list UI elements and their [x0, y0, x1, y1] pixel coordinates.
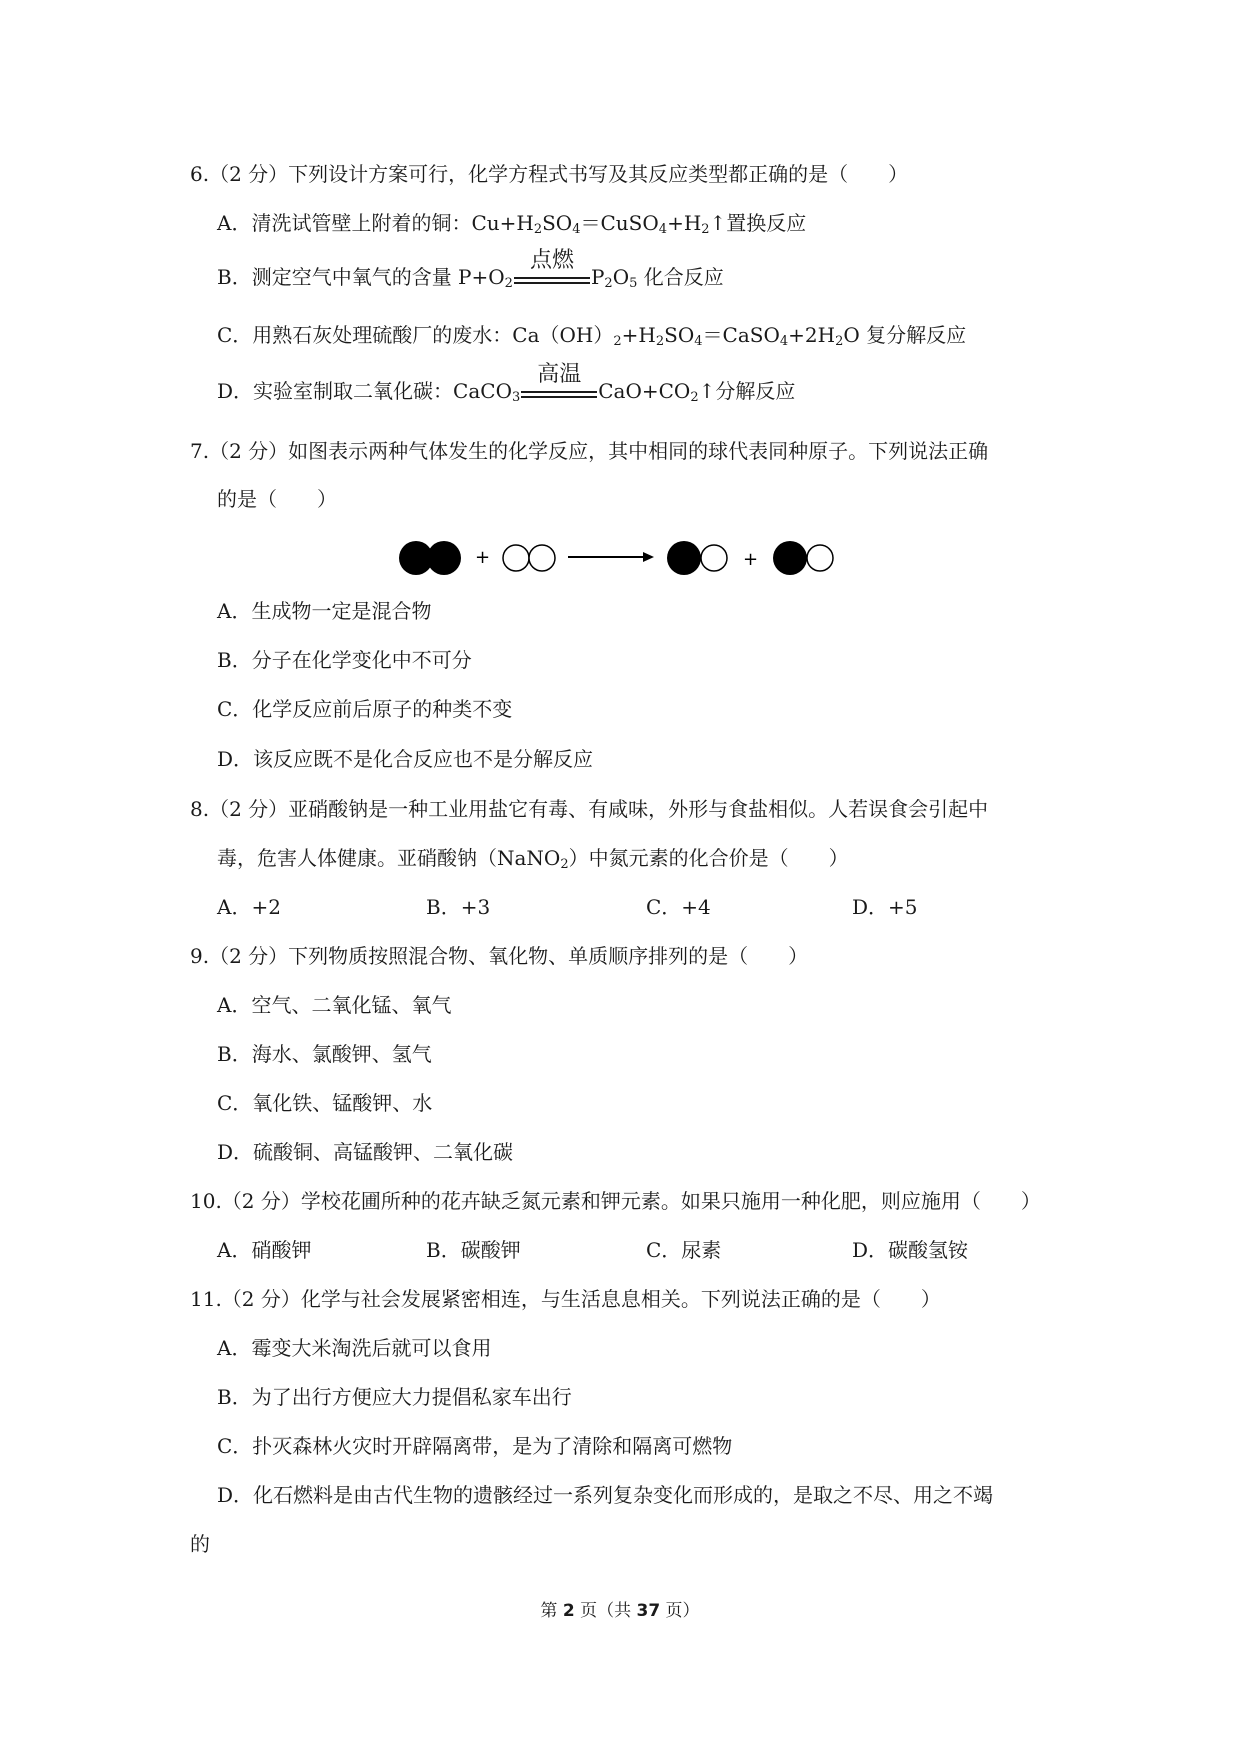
- q7-option-b: B．分子在化学变化中不可分: [217, 648, 472, 672]
- black-atom-icon: [427, 541, 461, 575]
- q8-option-b: B．+3: [426, 895, 491, 919]
- black-atom-icon: [773, 541, 807, 575]
- plus-sign: +: [743, 549, 759, 570]
- q11-option-b: B．为了出行方便应大力提倡私家车出行: [217, 1385, 572, 1409]
- q6-option-a: A．清洗试管壁上附着的铜：$Cu+H_2SO_4=CuSO_4+H_2↑$置换反应: [217, 211, 807, 237]
- reaction-condition-ignite: 点燃: [514, 269, 590, 289]
- q11-option-d-line2: 的: [190, 1532, 210, 1556]
- q10-stem: 10.（2 分）学校花圃所种的花卉缺乏氮元素和钾元素。如果只施用一种化肥，则应施用（ ）: [190, 1189, 1041, 1213]
- q9-option-d: D．硫酸铜、高锰酸钾、二氧化碳: [217, 1140, 514, 1164]
- q7-option-c: C．化学反应前后原子的种类不变: [217, 697, 513, 721]
- q6-stem: 6.（2 分）下列设计方案可行，化学方程式书写及其反应类型都正确的是（ ）: [190, 162, 909, 186]
- q7-option-a: A．生成物一定是混合物: [217, 599, 432, 623]
- q6-option-b: B．测定空气中氧气的含量 $P+O_2$ 点燃 $P_2O_5$ 化合反应: [217, 247, 724, 291]
- q11-stem: 11.（2 分）化学与社会发展紧密相连，与生活息息相关。下列说法正确的是（ ）: [190, 1287, 941, 1311]
- reaction-condition-high-temp: 高温: [521, 383, 597, 403]
- q11-option-c: C．扑灭森林火灾时开辟隔离带，是为了清除和隔离可燃物: [217, 1434, 733, 1458]
- q8-stem-line2: 毒，危害人体健康。亚硝酸钠（NaNO$_2$）中氮元素的化合价是（ ）: [217, 846, 849, 872]
- q7-stem-line1: 7.（2 分）如图表示两种气体发生的化学反应，其中相同的球代表同种原子。下列说法正确: [190, 439, 989, 463]
- q11-option-d-line1: D．化石燃料是由古代生物的遗骸经过一系列复杂变化而形成的，是取之不尽、用之不竭: [217, 1483, 994, 1507]
- page-footer: 第 2 页（共 37 页）: [540, 1601, 700, 1621]
- plus-sign: +: [475, 547, 491, 568]
- q9-stem: 9.（2 分）下列物质按照混合物、氧化物、单质顺序排列的是（ ）: [190, 944, 809, 968]
- white-atom-icon: [701, 545, 727, 571]
- page-total: 37: [636, 1601, 661, 1621]
- q8-stem-line1: 8.（2 分）亚硝酸钠是一种工业用盐它有毒、有咸味，外形与食盐相似。人若误食会引起中: [190, 797, 989, 821]
- q8-option-c: C．+4: [646, 895, 711, 919]
- q10-option-b: B．碳酸钾: [426, 1238, 521, 1262]
- arrow-head-icon: [643, 552, 654, 562]
- q7-stem-line2: 的是（ ）: [217, 487, 337, 511]
- q9-option-a: A．空气、二氧化锰、氧气: [217, 993, 452, 1017]
- q6-option-d: D．实验室制取二氧化碳：CaCO$_3$ 高温 $CaO+CO_2↑$分解反应: [217, 361, 796, 405]
- q6-option-c: C．用熟石灰处理硫酸厂的废水：$Ca(OH)_2+H_2SO_4=CaSO_4+2H_2O$ 复分解反应: [217, 323, 967, 349]
- q10-option-d: D．碳酸氢铵: [852, 1238, 969, 1262]
- white-atom-icon: [807, 545, 833, 571]
- black-atom-icon: [667, 541, 701, 575]
- q7-option-d: D．该反应既不是化合反应也不是分解反应: [217, 747, 594, 771]
- page-number: 2: [562, 1601, 575, 1621]
- q9-option-c: C．氧化铁、锰酸钾、水: [217, 1091, 433, 1115]
- white-atom-icon: [503, 545, 529, 571]
- q11-option-a: A．霉变大米淘洗后就可以食用: [217, 1336, 492, 1360]
- q8-option-a: A．+2: [217, 895, 281, 919]
- q10-option-c: C．尿素: [646, 1238, 722, 1262]
- q8-option-d: D．+5: [852, 895, 918, 919]
- molecule-reaction-diagram: [398, 530, 848, 590]
- q9-option-b: B．海水、氯酸钾、氢气: [217, 1042, 432, 1066]
- white-atom-icon: [529, 545, 555, 571]
- q10-option-a: A．硝酸钾: [217, 1238, 312, 1262]
